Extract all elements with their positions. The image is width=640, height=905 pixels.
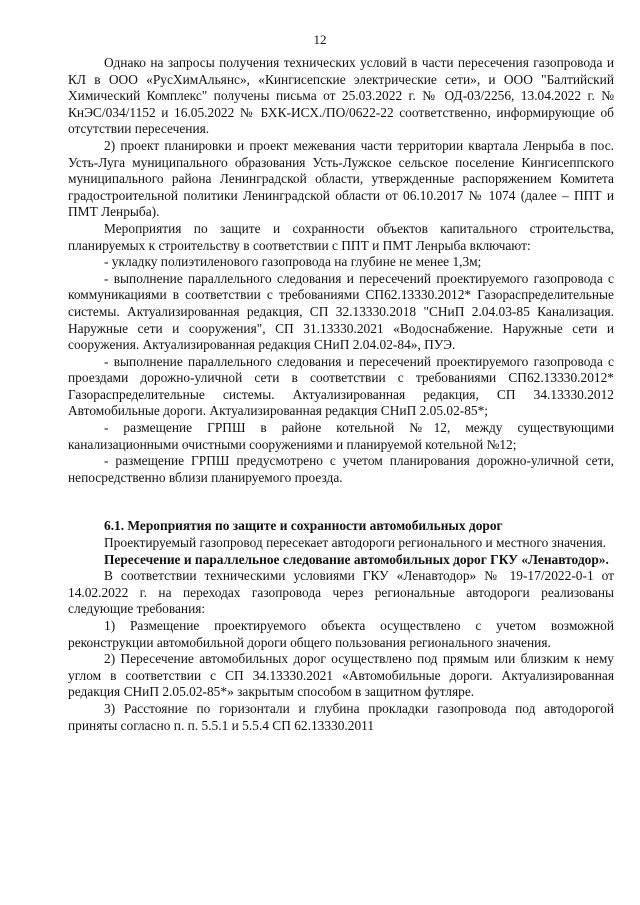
paragraph-requirement-3: 3) Расстояние по горизонтали и глубина прокладки газопровода под автодорогой приняты согласно п. п. 5.5.1 и 5.5.4 СП 62.13330.2011: [68, 700, 614, 733]
document-body: [68, 55, 614, 734]
paragraph-technical-conditions: В соответствии техническими условиями ГКУ «Ленавтодор» № 19-17/2022-0-1 от 14.02.2022 г. на переходах газопровода через региональные автодороги реализованы следующие требования:: [68, 568, 614, 617]
section-intro: Проектируемый газопровод пересекает автодороги регионального и местного значения.: [104, 535, 606, 551]
list-item-grpsh-road-planning: - размещение ГРПШ предусмотрено с учетом планирования дорожно-уличной сети, непосредственно вблизи планируемого проезда.: [68, 453, 614, 485]
paragraph-requirement-1: 1) Размещение проектируемого объекта осуществлено с учетом возможной реконструкции автомобильной дороги общего пользования регионального значения.: [68, 618, 614, 650]
list-item-roads-crossing: - выполнение параллельного следования и пересечений проектируемого газопровода с проездами дорожно-уличной сети в соответствии с требованиями СП62.13330.2012* Газораспределительные системы. Актуализированная редакция, СП 34.13330.2012 Автомобильные дороги. Актуализированная редакция СНиП 2.05.02-85*;: [68, 353, 614, 419]
paragraph-no-intersection-letters: Однако на запросы получения технических условий в части пересечения газопровода и КЛ в ООО «РусХимАльянс», «Кингисепские электрические сети», и ООО "Балтийский Химический Комплекс" получены письма от 25.03.2022 г. № ОД-03/2256, 13.04.2022 г. № КнЭС/034/1152 и 16.05.2022 № БХК-ИСХ./ПО/0622-22 соответственно, информирующие об отсутствии пересечения.: [68, 55, 614, 137]
paragraph-requirement-2: 2) Пересечение автомобильных дорог осуществлено под прямым или близким к нему углом в соответствии с СП 34.13330.2021 «Автомобильные дороги. Актуализированная редакция СНиП 2.05.02-85*» закрытым способом в защитном футляре.: [68, 651, 614, 700]
page-number: 12: [313, 32, 327, 47]
paragraph-planning-project: 2) проект планировки и проект межевания части территории квартала Ленрыба в пос. Усть-Луга муниципального образования Усть-Лужское сельское поселение Кингисеппского муниципального района Ленинградской области, утвержденные распоряжением Комитета градостроительной политики Ленинградской области от 06.10.2017 № 1074 (далее – ППТ и ПМТ Ленрыба).: [68, 137, 614, 220]
subheading-lenavtodor: Пересечение и параллельное следование автомобильных дорог ГКУ «Ленавтодор».: [104, 551, 609, 567]
list-item-utilities-crossing: - выполнение параллельного следования и пересечений проектируемого газопровода с коммуникациями в соответствии с требованиями СП62.13330.2012* Газораспределительные системы. Актуализированная редакция, СП 32.13330.2018 "СНиП 2.04.03-85 Канализация. Наружные сети и сооружения", СП 31.13330.2021 «Водоснабжение. Наружные сети и сооружения. Актуализированная редакция СНиП 2.04.02-84», ПУЭ.: [68, 270, 614, 353]
list-item-pipe-depth: - укладку полиэтиленового газопровода на глубине не менее 1,3м;: [104, 254, 482, 270]
list-item-grpsh-placement: - размещение ГРПШ в районе котельной №12, между существующими канализационными очистными сооружениями и планируемой котельной №12;: [68, 420, 614, 452]
paragraph-protection-measures-intro: Мероприятия по защите и сохранности объектов капитального строительства, планируемых к строительству в соответствии с ППТ и ПМТ Ленрыба включают:: [68, 220, 614, 253]
section-heading: 6.1. Мероприятия по защите и сохранности автомобильных дорог: [104, 518, 503, 534]
